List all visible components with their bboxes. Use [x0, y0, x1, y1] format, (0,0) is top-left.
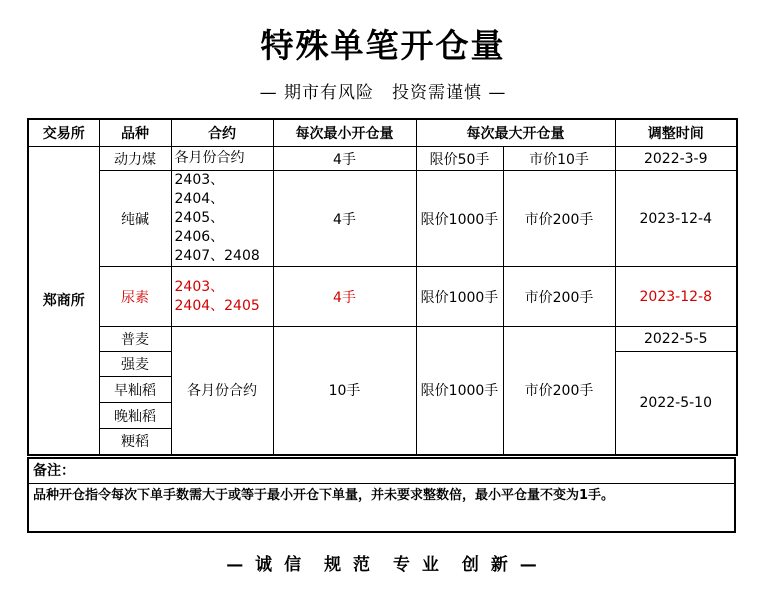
- open-volume-table: [27, 118, 738, 456]
- header-adjust-time: 调整时间: [615, 119, 737, 147]
- header-contract: 合约: [171, 119, 273, 147]
- limit-price-cell: 限价1000手: [416, 327, 503, 455]
- contract-cell: 各月份合约: [171, 147, 273, 171]
- table-row: [28, 267, 737, 327]
- min-open-cell: 4手: [273, 267, 416, 327]
- footer-slogan: — 诚 信 规 范 专 业 创 新 —: [226, 555, 540, 575]
- header-exchange: 交易所: [28, 119, 99, 147]
- min-open-cell: 4手: [273, 171, 416, 267]
- header-variety: 品种: [99, 119, 171, 147]
- header-min-open: 每次最小开仓量: [273, 119, 416, 147]
- note-heading: 备注：: [29, 459, 734, 484]
- header-row: [28, 119, 737, 147]
- date-cell: 2022-5-10: [615, 352, 737, 455]
- variety-cell: 纯碱: [99, 171, 171, 267]
- table-row: [28, 327, 737, 352]
- limit-price-cell: 限价1000手: [416, 171, 503, 267]
- market-price-cell: 市价200手: [503, 171, 615, 267]
- header-max-open: 每次最大开仓量: [416, 119, 615, 147]
- date-cell: 2022-5-5: [615, 327, 737, 352]
- variety-cell: 普麦: [99, 327, 171, 352]
- limit-price-cell: 限价50手: [416, 147, 503, 171]
- table-row: [28, 147, 737, 171]
- page-subtitle: — 期市有风险 投资需谨慎 —: [259, 83, 507, 103]
- page-title: 特殊单笔开仓量: [260, 26, 506, 65]
- variety-cell: 粳稻: [99, 429, 171, 455]
- variety-cell: 尿素: [99, 267, 171, 327]
- market-price-cell: 市价10手: [503, 147, 615, 171]
- note-box: [27, 457, 736, 533]
- min-open-cell: 10手: [273, 327, 416, 455]
- date-cell: 2023-12-4: [615, 171, 737, 267]
- date-cell: 2023-12-8: [615, 267, 737, 327]
- note-text: 品种开仓指令每次下单手数需大于或等于最小开仓下单量，并未要求整数倍，最小平仓量不变为1手。: [33, 488, 615, 503]
- market-price-cell: 市价200手: [503, 327, 615, 455]
- limit-price-cell: 限价1000手: [416, 267, 503, 327]
- variety-cell: 晚籼稻: [99, 403, 171, 429]
- variety-cell: 动力煤: [99, 147, 171, 171]
- variety-cell: 强麦: [99, 352, 171, 377]
- market-price-cell: 市价200手: [503, 267, 615, 327]
- contract-cell: 2403、2404、2405: [171, 267, 273, 327]
- table-row: [28, 171, 737, 267]
- contract-cell: 2403、2404、2405、2406、2407、2408: [171, 171, 273, 267]
- min-open-cell: 4手: [273, 147, 416, 171]
- date-cell: 2022-3-9: [615, 147, 737, 171]
- variety-cell: 早籼稻: [99, 377, 171, 403]
- exchange-cell: 郑商所: [28, 147, 99, 455]
- contract-cell: 各月份合约: [171, 327, 273, 455]
